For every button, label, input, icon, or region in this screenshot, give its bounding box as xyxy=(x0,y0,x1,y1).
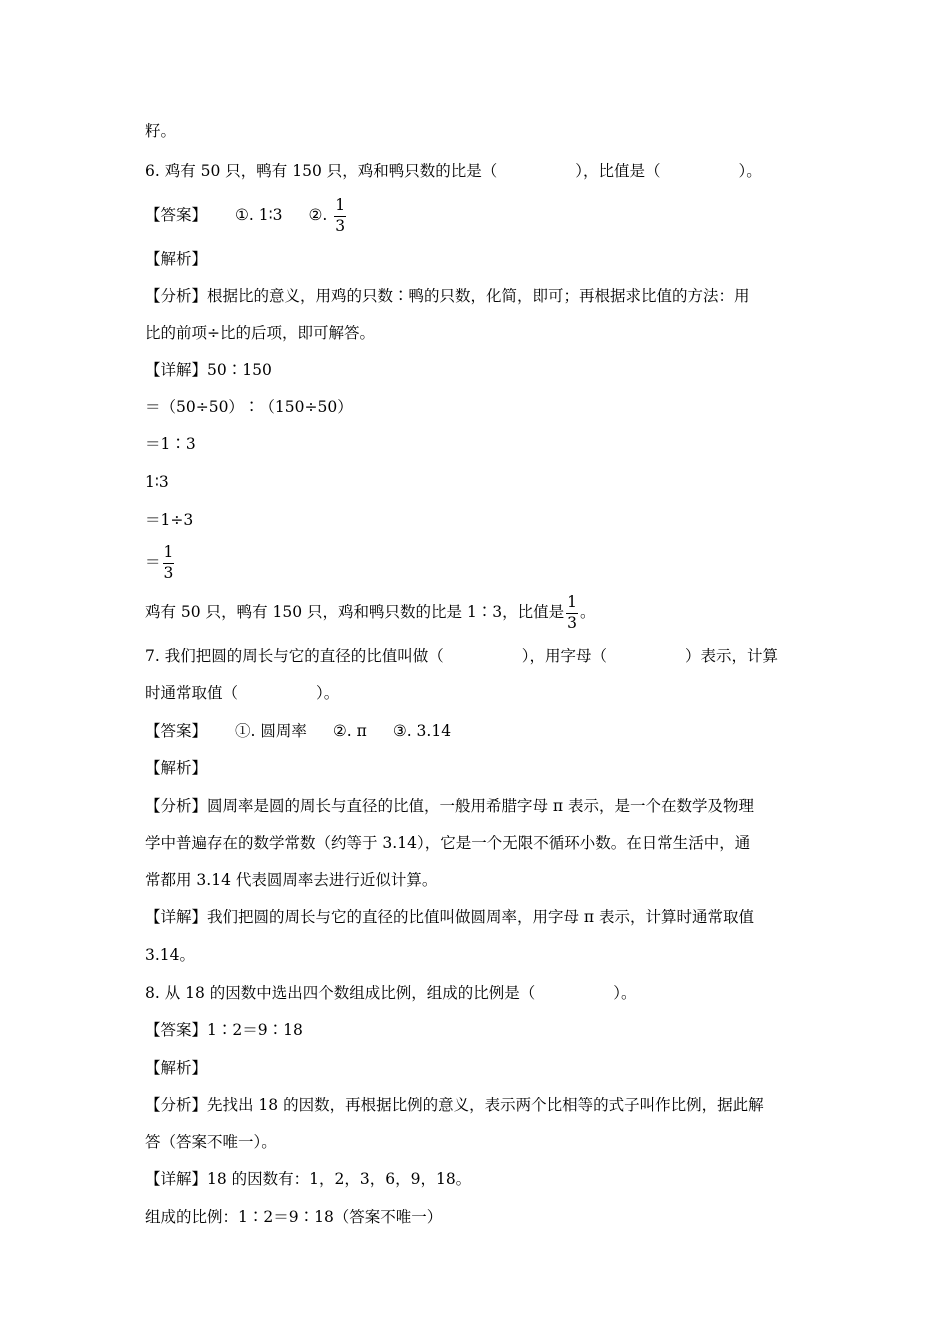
question-8: 8. 从 18 的因数中选出四个数组成比例，组成的比例是（ ）。 xyxy=(145,984,637,1002)
question-6: 6. 鸡有 50 只，鸭有 150 只，鸡和鸭只数的比是（ ），比值是（ ）。 xyxy=(145,162,762,180)
solution-text: 组成的比例：1∶2＝9∶18（答案不唯一） xyxy=(145,1208,443,1226)
analysis-heading: 【解析】 xyxy=(145,1059,208,1077)
analysis-text: 常都用 3.14 代表圆周率去进行近似计算。 xyxy=(145,871,438,889)
analysis-text: 【分析】圆周率是圆的周长与直径的比值，一般用希腊字母 π 表示，是一个在数学及物理 xyxy=(145,797,755,815)
solution-text: 1∶3 xyxy=(145,473,169,491)
analysis-text: 【分析】根据比的意义，用鸡的只数∶鸭的只数，化简，即可；再根据求比值的方法：用 xyxy=(145,287,750,305)
analysis-text: 学中普遍存在的数学常数（约等于 3.14），它是一个无限不循环小数。在日常生活中，通 xyxy=(145,834,751,852)
solution-text: 鸡有 50 只，鸭有 150 只，鸡和鸭只数的比是 1∶3，比值是 $\frac{1}{3}$ 。 xyxy=(145,593,596,632)
question-7: 7. 我们把圆的周长与它的直径的比值叫做（ ），用字母（ ）表示，计算 xyxy=(145,647,778,665)
text-line: 籽。 xyxy=(145,122,177,140)
solution-text: ＝（50÷50）∶（150÷50） xyxy=(145,398,353,416)
fraction-one-third: $\frac{1}{3}$ xyxy=(335,196,346,235)
solution-text: 【详解】50∶150 xyxy=(145,361,272,379)
solution-text: ＝1÷3 xyxy=(145,511,194,529)
answer-line: 【答案】 ①. 圆周率 ②. π ③. 3.14 xyxy=(145,722,452,740)
answer-line: 【答案】1∶2＝9∶18 xyxy=(145,1021,303,1039)
analysis-text: 答（答案不唯一）。 xyxy=(145,1133,277,1151)
solution-text: ＝ $\frac{1}{3}$ xyxy=(145,543,174,582)
answer-line: 【答案】 ①. 1∶3 ②. $\frac{1}{3}$ xyxy=(145,196,346,235)
analysis-heading: 【解析】 xyxy=(145,759,208,777)
analysis-heading: 【解析】 xyxy=(145,250,208,268)
analysis-text: 【分析】先找出 18 的因数，再根据比例的意义，表示两个比相等的式子叫作比例，据此解 xyxy=(145,1096,764,1114)
solution-text: ＝1∶3 xyxy=(145,435,196,453)
solution-text: 【详解】18 的因数有：1，2，3，6，9，18。 xyxy=(145,1170,472,1188)
fraction-one-third: $\frac{1}{3}$ xyxy=(163,543,174,582)
solution-text: 【详解】我们把圆的周长与它的直径的比值叫做圆周率，用字母 π 表示，计算时通常取值 xyxy=(145,908,755,926)
solution-text: 3.14。 xyxy=(145,946,196,964)
fraction-one-third: $\frac{1}{3}$ xyxy=(567,593,578,632)
analysis-text: 比的前项÷比的后项，即可解答。 xyxy=(145,324,375,342)
question-7: 时通常取值（ ）。 xyxy=(145,684,340,702)
